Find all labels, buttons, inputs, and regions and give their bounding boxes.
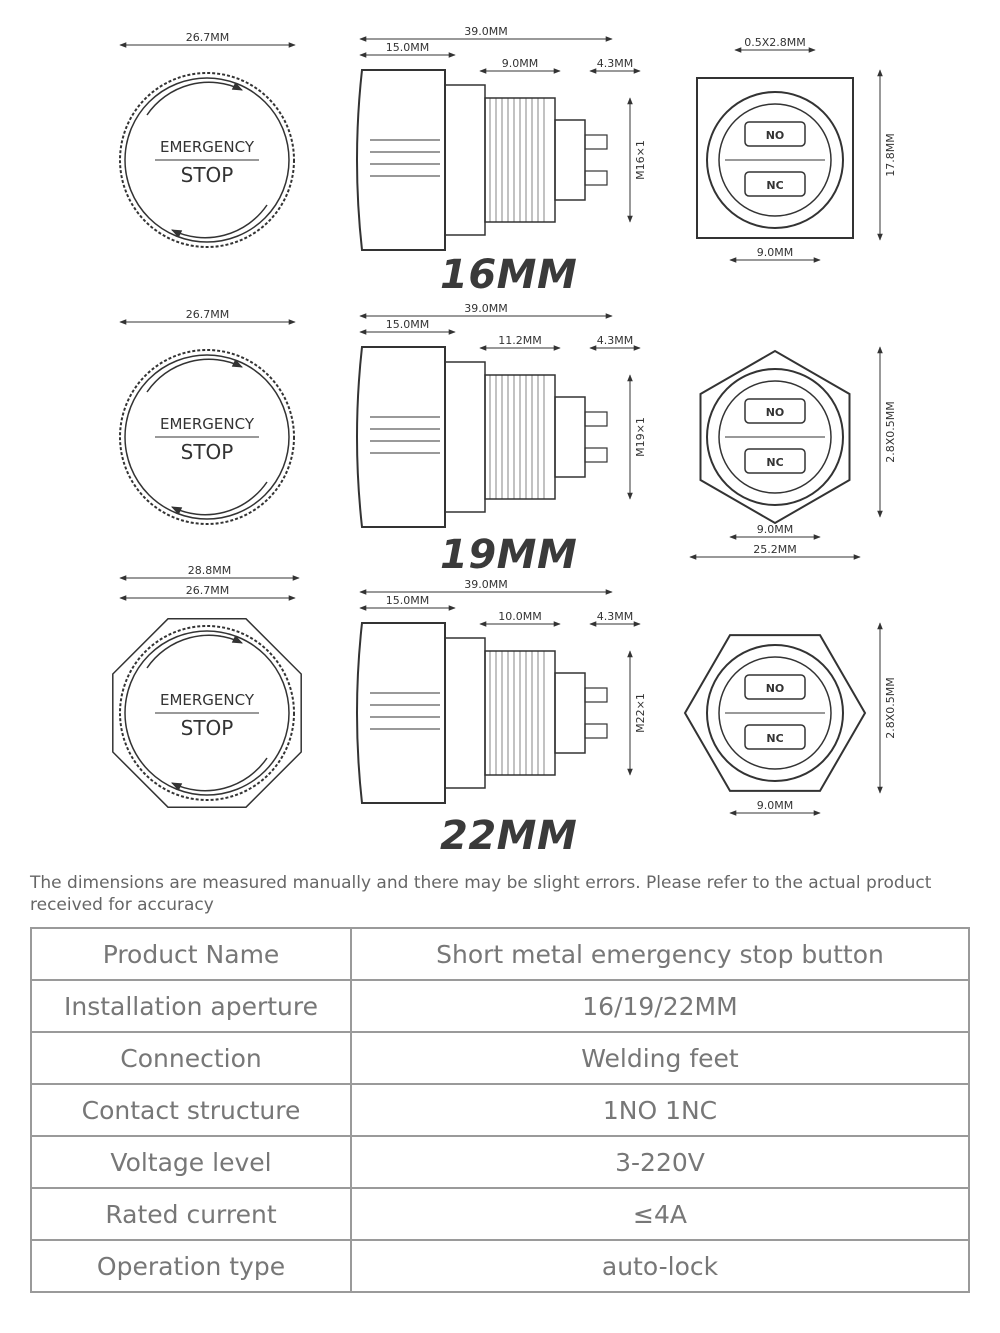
side-thread-length-label: 10.0MM bbox=[498, 610, 542, 623]
side-terminal-pin bbox=[585, 448, 607, 462]
spec-label: Contact structure bbox=[31, 1084, 351, 1136]
spec-label: Connection bbox=[31, 1032, 351, 1084]
face-text-stop: STOP bbox=[180, 440, 234, 464]
side-bezel bbox=[445, 362, 485, 512]
front-diameter-label: 26.7MM bbox=[185, 308, 230, 321]
face-text-emergency: EMERGENCY bbox=[159, 415, 255, 433]
front-view bbox=[113, 564, 301, 807]
side-total-length-label: 39.0MM bbox=[464, 302, 508, 315]
side-view bbox=[357, 25, 647, 250]
row-22mm bbox=[113, 564, 897, 813]
back-view bbox=[690, 347, 897, 557]
side-terminal-pin bbox=[585, 135, 607, 149]
spec-label: Installation aperture bbox=[31, 980, 351, 1032]
contact-nc-label: NC bbox=[766, 732, 784, 745]
front-diameter-label: 26.7MM bbox=[185, 584, 230, 597]
face-text-stop: STOP bbox=[180, 163, 234, 187]
back-view bbox=[697, 36, 897, 260]
side-head-length-label: 15.0MM bbox=[385, 594, 430, 607]
side-terminal-pin bbox=[585, 171, 607, 185]
spec-row-contact-structure bbox=[31, 1084, 969, 1136]
contact-no-label: NO bbox=[765, 406, 785, 419]
spec-value: ≤4A bbox=[351, 1188, 969, 1240]
rotate-arrow-icon bbox=[172, 205, 267, 238]
size-label-22mm: 22MM bbox=[440, 813, 578, 859]
side-thread-length-label: 9.0MM bbox=[501, 57, 539, 70]
back-bottom-dim-label: 9.0MM bbox=[756, 799, 794, 812]
rotate-arrow-icon bbox=[147, 635, 242, 668]
spec-table bbox=[30, 927, 970, 1293]
spec-value: auto-lock bbox=[351, 1240, 969, 1292]
spec-label: Product Name bbox=[31, 928, 351, 980]
spec-value: 3-220V bbox=[351, 1136, 969, 1188]
front-view bbox=[120, 308, 295, 524]
spec-row-rated-current bbox=[31, 1188, 969, 1240]
back-square-nut bbox=[697, 78, 853, 238]
side-cap-body bbox=[357, 347, 445, 527]
side-view bbox=[357, 302, 647, 527]
rotate-arrow-icon bbox=[147, 82, 242, 115]
front-diameter-label: 26.7MM bbox=[185, 31, 230, 44]
contact-no-label: NO bbox=[765, 682, 785, 695]
side-terminal-pin bbox=[585, 724, 607, 738]
side-terminal-pin bbox=[585, 412, 607, 426]
front-view bbox=[120, 31, 295, 247]
spec-row-voltage-level bbox=[31, 1136, 969, 1188]
back-view bbox=[685, 623, 897, 813]
side-terminal-block bbox=[555, 397, 585, 477]
spec-row-installation-aperture bbox=[31, 980, 969, 1032]
face-text-emergency: EMERGENCY bbox=[159, 138, 255, 156]
spec-label: Voltage level bbox=[31, 1136, 351, 1188]
side-bezel bbox=[445, 85, 485, 235]
spec-label: Operation type bbox=[31, 1240, 351, 1292]
side-total-length-label: 39.0MM bbox=[464, 578, 508, 591]
measurement-note: The dimensions are measured manually and there may be slight errors. Please refer to the actual product received for accuracy bbox=[30, 873, 932, 915]
front-outer-label: 28.8MM bbox=[187, 564, 232, 577]
contact-nc-label: NC bbox=[766, 179, 784, 192]
side-head-length-label: 15.0MM bbox=[385, 318, 430, 331]
side-thread-spec-label: M16×1 bbox=[634, 140, 647, 180]
back-right-dim-label: 2.8X0.5MM bbox=[884, 677, 897, 739]
face-text-emergency: EMERGENCY bbox=[159, 691, 255, 709]
size-label-16mm: 16MM bbox=[440, 252, 578, 298]
rotate-arrow-icon bbox=[172, 758, 267, 791]
spec-value: Welding feet bbox=[351, 1032, 969, 1084]
side-terminal-length-label: 4.3MM bbox=[596, 57, 634, 70]
side-terminal-length-label: 4.3MM bbox=[596, 334, 634, 347]
contact-no-label: NO bbox=[765, 129, 785, 142]
side-terminal-pin bbox=[585, 688, 607, 702]
side-terminal-block bbox=[555, 120, 585, 200]
side-cap-body bbox=[357, 70, 445, 250]
spec-value: 16/19/22MM bbox=[351, 980, 969, 1032]
side-head-length-label: 15.0MM bbox=[385, 41, 430, 54]
side-thread-spec-label: M22×1 bbox=[634, 693, 647, 733]
spec-row-product-name bbox=[31, 928, 969, 980]
rotate-arrow-icon bbox=[147, 359, 242, 392]
spec-value: Short metal emergency stop button bbox=[351, 928, 969, 980]
face-text-stop: STOP bbox=[180, 716, 234, 740]
contact-nc-label: NC bbox=[766, 456, 784, 469]
back-bottom-dim-label: 9.0MM bbox=[756, 246, 794, 259]
side-total-length-label: 39.0MM bbox=[464, 25, 508, 38]
back-right-dim-label: 17.8MM bbox=[884, 133, 897, 177]
side-thread-length-label: 11.2MM bbox=[498, 334, 542, 347]
back-bottom-dim-label: 9.0MM bbox=[756, 523, 794, 536]
side-view bbox=[357, 578, 647, 803]
spec-row-operation-type bbox=[31, 1240, 969, 1292]
rotate-arrow-icon bbox=[172, 482, 267, 515]
back-right-dim-label: 2.8X0.5MM bbox=[884, 401, 897, 463]
spec-row-connection bbox=[31, 1032, 969, 1084]
spec-value: 1NO 1NC bbox=[351, 1084, 969, 1136]
side-bezel bbox=[445, 638, 485, 788]
row-16mm bbox=[120, 25, 897, 260]
side-terminal-block bbox=[555, 673, 585, 753]
side-thread-spec-label: M19×1 bbox=[634, 417, 647, 457]
back-pin-size-label: 0.5X2.8MM bbox=[744, 36, 806, 49]
back-width-dim-label: 25.2MM bbox=[753, 543, 797, 556]
side-cap-body bbox=[357, 623, 445, 803]
side-terminal-length-label: 4.3MM bbox=[596, 610, 634, 623]
spec-label: Rated current bbox=[31, 1188, 351, 1240]
row-19mm bbox=[120, 302, 897, 557]
size-label-19mm: 19MM bbox=[440, 532, 578, 578]
